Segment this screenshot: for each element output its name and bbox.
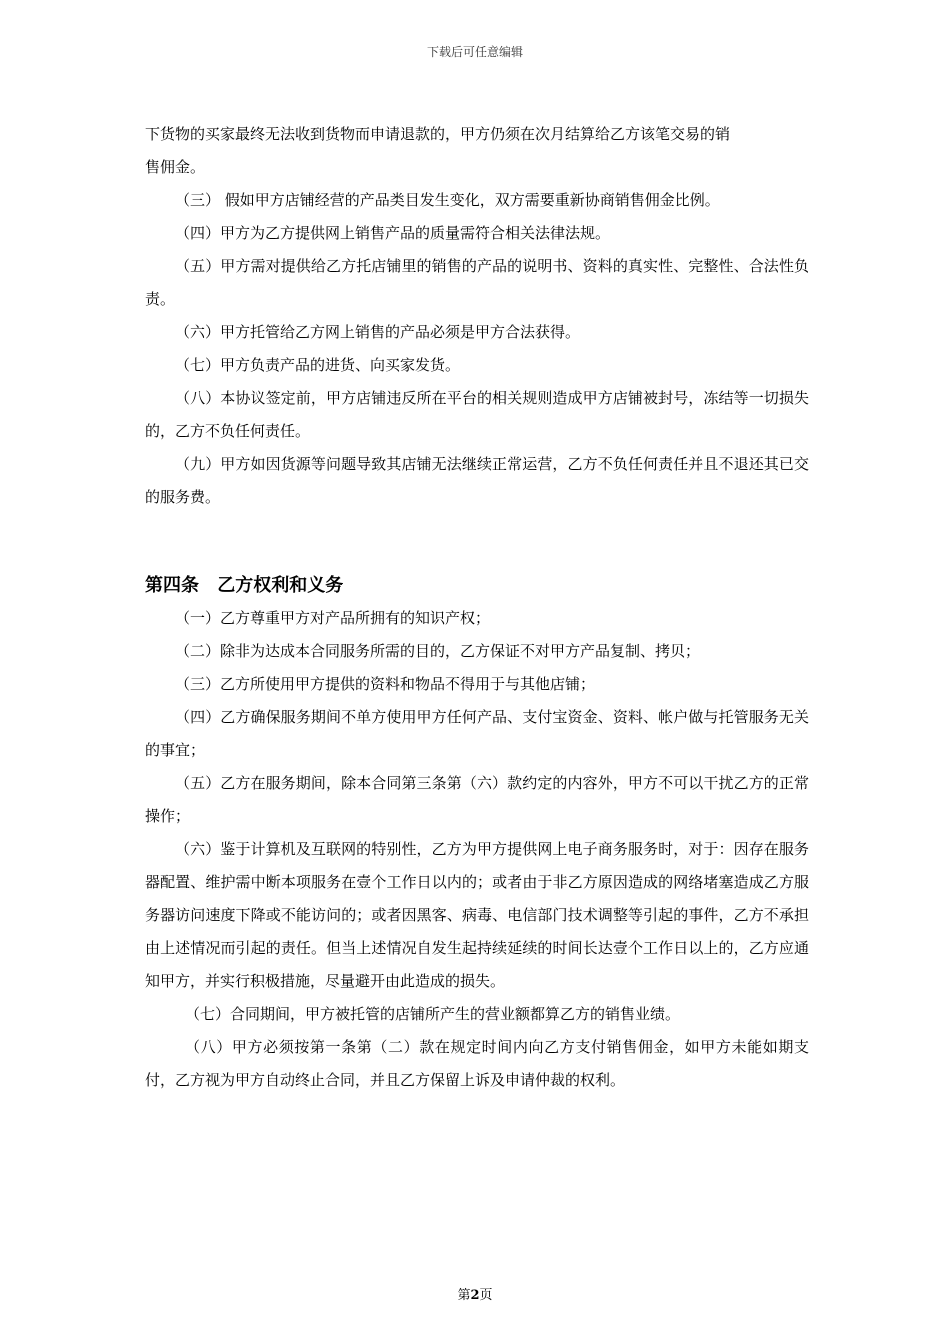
- clause-item: （六）鉴于计算机及互联网的特别性，乙方为甲方提供网上电子商务服务时，对于：因存在服务器配置、维护需中断本项服务在壹个工作日以内的；或者由于非乙方原因造成的网络堵塞造成乙方服务器访问速度下降或不能访问的；或者因黑客、病毒、电信部门技术调整等引起的事件，乙方不承担由上述情况而引起的责任。但当上述情况自发生起持续延续的时间长达壹个工作日以上的，乙方应通知甲方，并实行积极措施，尽量避开由此造成的损失。: [145, 840, 809, 990]
- page-footer: [0, 1284, 950, 1303]
- section4-body: [145, 602, 809, 1097]
- clause-item: （八）本协议签定前，甲方店铺违反所在平台的相关规则造成甲方店铺被封号，冻结等一切损失的，乙方不负任何责任。: [145, 389, 809, 440]
- page-header: 下载后可任意编辑: [426, 45, 523, 59]
- section3-tail: [145, 118, 809, 514]
- section4: [145, 574, 809, 598]
- paragraph-line: 下货物的买家最终无法收到货物而申请退款的，甲方仍须在次月结算给乙方该笔交易的销: [145, 125, 731, 143]
- paragraph-line: 售佣金。: [145, 158, 206, 176]
- clause-item: （六）甲方托管给乙方网上销售的产品必须是甲方合法获得。: [175, 323, 581, 341]
- page-number-prefix: 第: [457, 1288, 471, 1303]
- clause-item: （五）甲方需对提供给乙方托店铺里的销售的产品的说明书、资料的真实性、完整性、合法性负责。: [145, 257, 809, 308]
- section-heading: 第四条 乙方权利和义务: [145, 575, 344, 596]
- clause-item: （七）甲方负责产品的进货、向买家发货。: [175, 356, 461, 374]
- clause-item: （七）合同期间，甲方被托管的店铺所产生的营业额都算乙方的销售业绩。: [185, 1005, 681, 1023]
- page-number: 2: [470, 1288, 480, 1303]
- clause-item: （三） 假如甲方店铺经营的产品类目发生变化，双方需要重新协商销售佣金比例。: [175, 191, 720, 209]
- clause-item: （一）乙方尊重甲方对产品所拥有的知识产权；: [175, 609, 491, 627]
- clause-item: （八）甲方必须按第一条第（二）款在规定时间内向乙方支付销售佣金，如甲方未能如期支付，乙方视为甲方自动终止合同，并且乙方保留上诉及申请仲裁的权利。: [145, 1038, 809, 1089]
- clause-item: （五）乙方在服务期间，除本合同第三条第（六）款约定的内容外，甲方不可以干扰乙方的正常操作；: [145, 774, 809, 825]
- clause-item: （三）乙方所使用甲方提供的资料和物品不得用于与其他店铺；: [175, 675, 596, 693]
- clause-item: （二）除非为达成本合同服务所需的目的，乙方保证不对甲方产品复制、拷贝；: [175, 642, 701, 660]
- clause-item: （四）甲方为乙方提供网上销售产品的质量需符合相关法律法规。: [175, 224, 611, 242]
- clause-item: （四）乙方确保服务期间不单方使用甲方任何产品、支付宝资金、资料、帐户做与托管服务无关的事宜；: [145, 708, 809, 759]
- clause-item: （九）甲方如因货源等问题导致其店铺无法继续正常运营，乙方不负任何责任并且不退还其已交的服务费。: [145, 455, 809, 506]
- page-number-suffix: 页: [479, 1288, 493, 1303]
